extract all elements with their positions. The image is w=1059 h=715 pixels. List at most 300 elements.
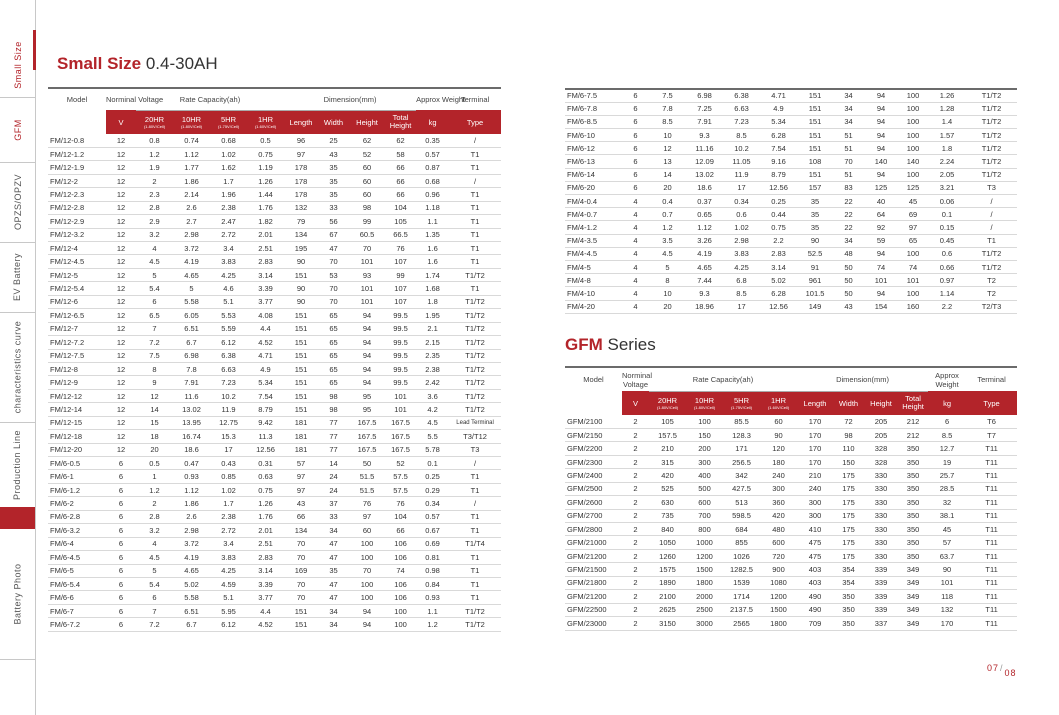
table-cell: 11.9 (210, 403, 247, 416)
table-cell: 3.77 (247, 295, 284, 308)
header-terminal: Terminal (966, 367, 1017, 391)
table-cell: 1.12 (686, 221, 723, 234)
table-cell: 94 (864, 168, 898, 181)
table-row (565, 221, 1017, 234)
table-cell: 1.76 (247, 510, 284, 523)
table-cell: 1.12 (173, 147, 210, 160)
table-cell: 342 (723, 469, 760, 482)
table-cell: 2.7 (173, 215, 210, 228)
model-cell: FM/6-4.5 (48, 551, 106, 564)
table-cell: 106 (385, 577, 416, 590)
table-cell: 1.19 (247, 161, 284, 174)
table-cell: 1.8 (928, 142, 966, 155)
table-cell: 63.7 (928, 549, 966, 562)
table-row (48, 591, 501, 604)
header-20hr-label: 20HR (144, 115, 165, 125)
table-cell: 5.58 (173, 591, 210, 604)
header-voltage: Norminal Voltage (106, 88, 136, 110)
sidebar-item-production-line[interactable] (0, 422, 35, 507)
table-cell: 8.5 (649, 115, 686, 128)
table-cell: 7 (136, 322, 173, 335)
table-cell: 6 (136, 591, 173, 604)
header-blank (565, 391, 622, 415)
table-cell: 170 (797, 442, 833, 455)
table-cell: 65 (898, 234, 928, 247)
table-cell: 99.5 (385, 362, 416, 375)
table-cell: 175 (833, 523, 864, 536)
table-row (48, 228, 501, 241)
table-cell: 5.58 (173, 295, 210, 308)
table-row (48, 336, 501, 349)
table-cell: 6 (106, 470, 136, 483)
model-cell: FM/6-5.4 (48, 577, 106, 590)
table-cell: 0.69 (416, 537, 449, 550)
model-cell: GFM/2500 (565, 482, 622, 495)
table-cell: 2.9 (136, 215, 173, 228)
table-cell: 151 (284, 389, 318, 402)
table-row (48, 376, 501, 389)
table-cell: 2.98 (173, 524, 210, 537)
table-cell: 2 (622, 469, 649, 482)
header-10hr (173, 110, 210, 134)
table-cell: 3.14 (247, 564, 284, 577)
table-cell: 2.6 (173, 510, 210, 523)
table-cell: 349 (898, 617, 928, 630)
table-cell: T1 (449, 228, 501, 241)
table-cell: 7.5 (649, 89, 686, 102)
table-cell: 7.23 (723, 115, 760, 128)
table-cell: T11 (966, 549, 1017, 562)
table-cell: 70 (349, 242, 385, 255)
sidebar-item-opzs-opzv[interactable] (0, 162, 35, 242)
table-cell: 170 (797, 428, 833, 441)
table-cell: 2.8 (136, 510, 173, 523)
table-cell: 735 (649, 509, 686, 522)
table-cell: 94 (349, 309, 385, 322)
table-cell: T1/T2 (449, 349, 501, 362)
table-cell: 2 (622, 563, 649, 576)
table-cell: 339 (864, 590, 898, 603)
table-cell: 475 (797, 549, 833, 562)
table-cell: 35 (797, 221, 833, 234)
header-20hr (136, 110, 173, 134)
table-cell: 3150 (649, 617, 686, 630)
table-cell: 2.6 (173, 201, 210, 214)
table-cell: 0.75 (247, 147, 284, 160)
table-cell: 12.09 (686, 155, 723, 168)
table-cell: 70 (318, 282, 349, 295)
header-1hr-label: 1HR (258, 115, 274, 125)
table-cell: 35 (318, 564, 349, 577)
table-cell: 60 (349, 524, 385, 537)
table-row (565, 496, 1017, 509)
table-cell: 118 (928, 590, 966, 603)
header-10hr-sub: (1.80V/Cell) (180, 124, 203, 130)
table-cell: T1 (449, 147, 501, 160)
table-cell: T11 (966, 455, 1017, 468)
table-cell: 50 (833, 274, 864, 287)
table-row (565, 142, 1017, 155)
table-cell: 6 (106, 510, 136, 523)
table-cell: T1 (449, 577, 501, 590)
table-row (565, 523, 1017, 536)
table-cell: 10.2 (210, 389, 247, 402)
table-cell: 37 (318, 497, 349, 510)
table-cell: T1/T2 (966, 247, 1017, 260)
table-cell: 12 (106, 309, 136, 322)
header-weight: Approx Weight (928, 367, 966, 391)
table-row (48, 416, 501, 429)
table-cell: 101.5 (797, 287, 833, 300)
table-cell: 256.5 (723, 455, 760, 468)
table-cell: 2.83 (247, 255, 284, 268)
table-row (565, 260, 1017, 273)
table-cell: T3 (966, 181, 1017, 194)
table-cell: 1.86 (173, 174, 210, 187)
sidebar-active-marker (0, 507, 35, 529)
model-cell: FM/6-13 (565, 155, 622, 168)
header-width: Width (318, 110, 349, 134)
table-cell: 25 (318, 134, 349, 147)
table-cell: 1890 (649, 576, 686, 589)
sidebar-item-battery-photo[interactable] (0, 529, 35, 659)
table-cell: 6 (106, 497, 136, 510)
table-cell: 800 (686, 523, 723, 536)
table-cell: 167.5 (385, 443, 416, 456)
table-cell: 51.5 (349, 470, 385, 483)
table-cell: 101 (385, 403, 416, 416)
table-cell: 11.9 (723, 168, 760, 181)
table-cell: 97 (284, 147, 318, 160)
table-row (48, 457, 501, 470)
table-cell: 684 (723, 523, 760, 536)
table-cell: 1.7 (210, 174, 247, 187)
table-cell: 64 (864, 208, 898, 221)
table-cell: 90 (928, 563, 966, 576)
table-row (565, 455, 1017, 468)
table-cell: 7.44 (686, 274, 723, 287)
table-row (48, 255, 501, 268)
table-cell: 6.12 (210, 618, 247, 631)
table-cell: 3.83 (723, 247, 760, 260)
header-5hr (210, 110, 247, 134)
table-cell: 7 (136, 604, 173, 617)
table-cell: 13.02 (686, 168, 723, 181)
table-cell: 47 (318, 591, 349, 604)
page-title-accent: Small Size (57, 54, 142, 73)
table-cell: 151 (284, 618, 318, 631)
table-cell: 101 (349, 282, 385, 295)
table-cell: 630 (649, 496, 686, 509)
model-cell: FM/12-1.9 (48, 161, 106, 174)
table-cell: 57 (284, 457, 318, 470)
table-cell: 720 (760, 549, 797, 562)
model-cell: FM/12-2.8 (48, 201, 106, 214)
table-cell: 94 (349, 604, 385, 617)
table-cell: 66 (385, 524, 416, 537)
table-cell: 0.68 (416, 174, 449, 187)
table-cell: 83 (833, 181, 864, 194)
model-cell: GFM/23000 (565, 617, 622, 630)
table-row (48, 282, 501, 295)
model-cell: FM/6-12 (565, 142, 622, 155)
table-cell: 151 (797, 129, 833, 142)
table-cell: 7.54 (760, 142, 797, 155)
section-marker (33, 30, 36, 70)
table-cell: 151 (284, 403, 318, 416)
table-cell: 12 (106, 147, 136, 160)
table-cell: T11 (966, 536, 1017, 549)
table-cell: 9.42 (247, 416, 284, 429)
table-cell: 1.4 (928, 115, 966, 128)
table-cell: 961 (797, 274, 833, 287)
header-voltage: Norminal Voltage (622, 367, 649, 391)
table-cell: 12 (106, 443, 136, 456)
model-cell: FM/4-0.7 (565, 208, 622, 221)
table-cell: 59 (864, 234, 898, 247)
table-cell: 98 (833, 428, 864, 441)
table-cell: 94 (864, 115, 898, 128)
model-cell: FM/6-6 (48, 591, 106, 604)
table-cell: 350 (898, 523, 928, 536)
table-cell: 70 (284, 591, 318, 604)
table-cell: 2.98 (173, 228, 210, 241)
table-cell: 500 (686, 482, 723, 495)
table-cell: 1.9 (136, 161, 173, 174)
table-cell: T3 (449, 443, 501, 456)
table-cell: 2.72 (210, 228, 247, 241)
table-cell: 6 (106, 577, 136, 590)
table-cell: 0.98 (416, 564, 449, 577)
gfm-series-title (565, 335, 656, 355)
table-cell: 3.77 (247, 591, 284, 604)
table-cell: 2 (136, 497, 173, 510)
table-row (48, 242, 501, 255)
table-row (48, 551, 501, 564)
table-cell: 12 (106, 134, 136, 147)
table-cell: 8.5 (928, 428, 966, 441)
table-cell: 12 (106, 322, 136, 335)
table-row (48, 537, 501, 550)
header-5hr (723, 391, 760, 415)
table-cell: 6 (106, 591, 136, 604)
table-cell: 6 (106, 604, 136, 617)
table-cell: 5.78 (416, 443, 449, 456)
table-row (48, 443, 501, 456)
table-cell: 151 (797, 115, 833, 128)
gfm-title-accent: GFM (565, 335, 603, 354)
table-cell: 4.52 (247, 336, 284, 349)
table-cell: 6.05 (173, 309, 210, 322)
table-cell: 94 (864, 247, 898, 260)
table-cell: 12 (106, 336, 136, 349)
table-cell: 1.02 (723, 221, 760, 234)
table-cell: 34 (833, 115, 864, 128)
table-cell: 4 (622, 247, 649, 260)
table-cell: 134 (284, 524, 318, 537)
sidebar-item-ev-battery[interactable] (0, 242, 35, 312)
table-cell: 2.42 (416, 376, 449, 389)
table-cell: 94 (864, 89, 898, 102)
table-cell: 18.6 (686, 181, 723, 194)
table-cell: 45 (898, 195, 928, 208)
table-cell: 151 (284, 336, 318, 349)
table-cell: 1800 (686, 576, 723, 589)
table-cell: 50 (833, 287, 864, 300)
table-cell: 900 (760, 563, 797, 576)
table-cell: 2.98 (723, 234, 760, 247)
header-10hr-label: 10HR (181, 115, 202, 125)
table-cell: 2.83 (247, 551, 284, 564)
table-cell: T11 (966, 496, 1017, 509)
table-cell: 5.1 (210, 591, 247, 604)
table-cell: 1.62 (210, 161, 247, 174)
model-cell: FM/12-4.5 (48, 255, 106, 268)
table-row (48, 403, 501, 416)
table-cell: 4 (622, 208, 649, 221)
table-cell: T1/T2 (966, 115, 1017, 128)
table-cell: 2.3 (136, 188, 173, 201)
table-row (565, 89, 1017, 102)
header-10hr (686, 391, 723, 415)
table-cell: 7.5 (136, 349, 173, 362)
table-cell: 90 (284, 282, 318, 295)
table-cell: 5.53 (210, 309, 247, 322)
table-row (565, 415, 1017, 428)
table-cell: 4.5 (649, 247, 686, 260)
table-cell: 0.96 (416, 188, 449, 201)
table-cell: 76 (385, 497, 416, 510)
table-cell: 1.74 (416, 268, 449, 281)
table-cell: 6 (136, 295, 173, 308)
table-cell: 65 (318, 322, 349, 335)
table-cell: T1/T2 (449, 403, 501, 416)
table-cell: 0.65 (686, 208, 723, 221)
table-cell: 18 (136, 430, 173, 443)
table-cell: 6.63 (210, 362, 247, 375)
table-row (565, 208, 1017, 221)
table-cell: 2.24 (928, 155, 966, 168)
table-cell: 6.28 (760, 129, 797, 142)
table-row (48, 215, 501, 228)
table-cell: 132 (284, 201, 318, 214)
table-cell: 6 (622, 129, 649, 142)
table-cell: 0.35 (416, 134, 449, 147)
table-cell: 151 (797, 168, 833, 181)
table-cell: 2100 (649, 590, 686, 603)
header-1hr-label: 1HR (771, 396, 787, 406)
table-cell: T11 (966, 469, 1017, 482)
table-cell: 2 (622, 549, 649, 562)
table-cell: 1.2 (649, 221, 686, 234)
table-cell: 1.8 (416, 295, 449, 308)
table-cell: 1.02 (210, 483, 247, 496)
table-cell: 94 (349, 362, 385, 375)
table-cell: 2 (622, 455, 649, 468)
table-cell: 110 (833, 442, 864, 455)
table-cell: 76 (349, 497, 385, 510)
table-cell: 12 (106, 389, 136, 402)
table-cell: 97 (284, 483, 318, 496)
table-cell: 4.71 (247, 349, 284, 362)
gfm-spec-table (565, 366, 1017, 631)
table-cell: 0.1 (928, 208, 966, 221)
table-cell: 4.6 (210, 282, 247, 295)
table-cell: 5.5 (416, 430, 449, 443)
model-cell: GFM/2800 (565, 523, 622, 536)
table-cell: 0.06 (928, 195, 966, 208)
table-cell: 0.87 (416, 161, 449, 174)
table-cell: 170 (797, 415, 833, 428)
table-cell: 99 (385, 268, 416, 281)
table-cell: 0.44 (760, 208, 797, 221)
table-cell: 4.9 (247, 362, 284, 375)
table-cell: 205 (864, 415, 898, 428)
table-cell: 8 (136, 362, 173, 375)
table-cell: 18.6 (173, 443, 210, 456)
table-cell: 2.72 (210, 524, 247, 537)
table-cell: 4 (622, 234, 649, 247)
table-cell: 45 (928, 523, 966, 536)
table-cell: 60.5 (349, 228, 385, 241)
table-cell: 3.83 (210, 255, 247, 268)
model-cell: GFM/2150 (565, 428, 622, 441)
table-cell: 4.25 (210, 564, 247, 577)
table-cell: 1714 (723, 590, 760, 603)
table-cell: 24 (318, 483, 349, 496)
model-cell: FM/6-8.5 (565, 115, 622, 128)
table-cell: 4.25 (210, 268, 247, 281)
table-cell: 4.19 (173, 551, 210, 564)
table-cell: 12 (106, 201, 136, 214)
sidebar-item-characteristics-curve[interactable] (0, 312, 35, 422)
model-cell: FM/12-12 (48, 389, 106, 402)
header-20hr-label: 20HR (657, 396, 678, 406)
model-cell: FM/12-15 (48, 416, 106, 429)
table-cell: 52 (385, 457, 416, 470)
table-cell: 5.02 (173, 577, 210, 590)
table-row (565, 442, 1017, 455)
table-row (48, 188, 501, 201)
table-cell: 34 (833, 234, 864, 247)
model-cell: FM/12-2 (48, 174, 106, 187)
table-cell: 13 (649, 155, 686, 168)
table-cell: 350 (898, 496, 928, 509)
table-row (48, 268, 501, 281)
table-cell: 0.93 (416, 591, 449, 604)
table-cell: 12 (106, 161, 136, 174)
table-cell: 100 (898, 247, 928, 260)
header-20hr (649, 391, 686, 415)
table-row (565, 129, 1017, 142)
table-cell: 1.12 (173, 483, 210, 496)
table-cell: 12 (106, 268, 136, 281)
table-cell: 403 (797, 563, 833, 576)
table-row (48, 161, 501, 174)
page-number-right: 08 (1004, 668, 1017, 678)
table-cell: 0.5 (247, 134, 284, 147)
table-cell: 0.43 (210, 457, 247, 470)
sidebar-item-small-size[interactable] (0, 32, 35, 97)
table-cell: 1.26 (928, 89, 966, 102)
table-cell: 47 (318, 242, 349, 255)
table-cell: 350 (833, 590, 864, 603)
table-cell: T1/T2 (966, 168, 1017, 181)
table-cell: 120 (760, 442, 797, 455)
table-cell: 330 (864, 482, 898, 495)
table-cell: 17 (723, 181, 760, 194)
sidebar-item-gfm[interactable] (0, 97, 35, 162)
